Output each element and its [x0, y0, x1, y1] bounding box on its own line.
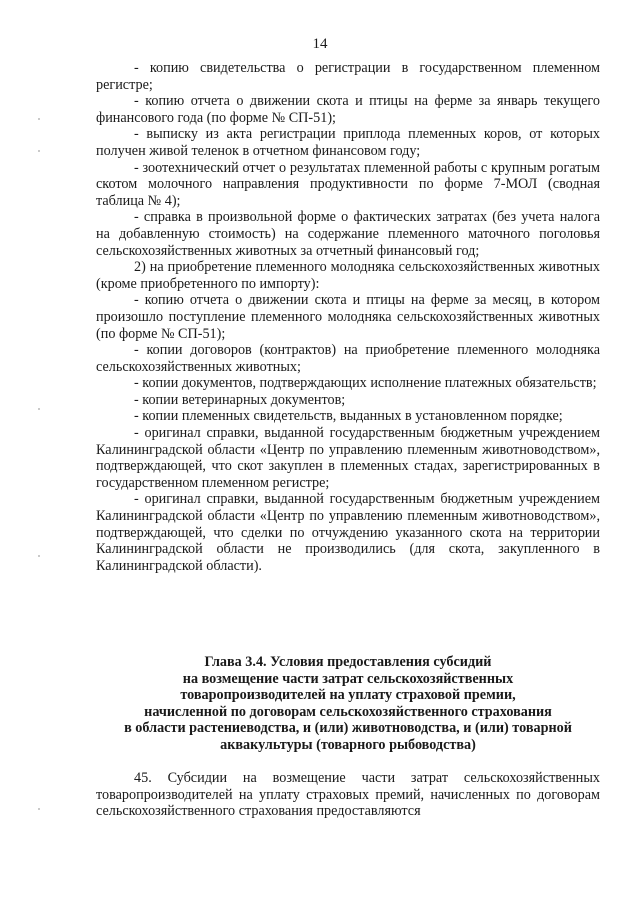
list-item: - оригинал справки, выданной государственным бюджетным учреждением Калининградской области «Центр по управлению племенным животноводством», подтверждающей, что скот закуплен в племенных стадах, зарегистрированных в государственном племенном регистре;	[96, 425, 600, 491]
numbered-paragraph: 45. Субсидии на возмещение части затрат сельскохозяйственных товаропроизводителей на уплату страховых премий, начисленных по договорам сельскохозяйственного страхования предоставляются	[96, 770, 600, 820]
numbered-item: 2) на приобретение племенного молодняка сельскохозяйственных животных (кроме приобретенного по импорту):	[96, 259, 600, 292]
list-item: - справка в произвольной форме о фактических затратах (без учета налога на добавленную стоимость) на содержание племенного маточного поголовья сельскохозяйственных животных за отчетный финансовый год;	[96, 209, 600, 259]
list-item: - зоотехнический отчет о результатах племенной работы с крупным рогатым скотом молочного направления продуктивности по форме 7-МОЛ (сводная таблица № 4);	[96, 159, 600, 209]
chapter-heading	[96, 654, 600, 754]
chapter-heading-line: товаропроизводителей на уплату страховой премии,	[180, 687, 516, 704]
chapter-heading-line: аквакультуры (товарного рыбоводства)	[220, 736, 476, 753]
scan-margin-marks	[38, 0, 44, 905]
list-item: - копии документов, подтверждающих исполнение платежных обязательств;	[134, 375, 597, 392]
list-item: - копии договоров (контрактов) на приобретение племенного молодняка сельскохозяйственных животных;	[96, 342, 600, 375]
list-item: - копии ветеринарных документов;	[134, 391, 346, 408]
list-item: - копию отчета о движении скота и птицы на ферме за месяц, в котором произошло поступление племенного молодняка сельскохозяйственных животных (по форме № СП-51);	[96, 292, 600, 342]
list-item: - копию свидетельства о регистрации в государственном племенном регистре;	[96, 60, 600, 93]
list-item: - выписку из акта регистрации приплода племенных коров, от которых получен живой теленок в отчетном финансовом году;	[96, 126, 600, 159]
chapter-heading-line: начисленной по договорам сельскохозяйственного страхования	[144, 703, 552, 720]
chapter-heading-line: на возмещение части затрат сельскохозяйственных	[182, 670, 514, 687]
chapter-heading-line: в области растениеводства, и (или) животноводства, и (или) товарной	[124, 720, 572, 737]
page-number: 14	[312, 36, 328, 52]
list-item: - копию отчета о движении скота и птицы на ферме за январь текущего финансового года (по форме № СП-51);	[96, 93, 600, 126]
document-body	[96, 60, 600, 574]
section-45	[96, 770, 600, 820]
chapter-heading-line: Глава 3.4. Условия предоставления субсидий	[204, 654, 492, 670]
list-item: - оригинал справки, выданной государственным бюджетным учреждением Калининградской области «Центр по управлению племенным животноводством», подтверждающей, что сделки по отчуждению указанного скота на территории Калининградской области не производились (для скота, закупленного в Калининградской области).	[96, 491, 600, 574]
list-item: - копии племенных свидетельств, выданных в установленном порядке;	[134, 408, 563, 425]
